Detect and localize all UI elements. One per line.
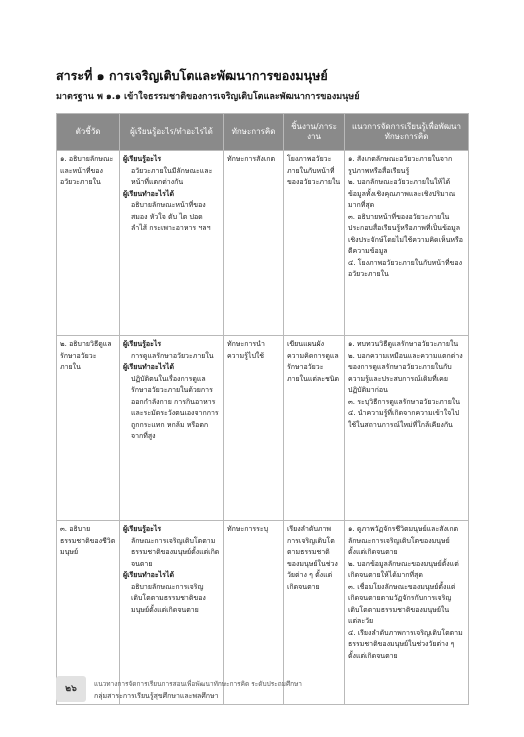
table-header-row: [57, 114, 469, 151]
activity-item: ๔. นำความรู้ที่เกิดจากความเข้าใจไปใช้ในสถานการณ์ใหม่ที่ใกล้เคียงกัน: [348, 409, 460, 429]
activity-item: ๔. โยงภาพอวัยวะภายในกับหน้าที่ของอวัยวะภายใน: [348, 258, 462, 278]
learning-cell: [120, 151, 224, 336]
header-activities: แนวการจัดการเรียนรู้เพื่อพัฒนาทักษะการคิด: [345, 114, 469, 151]
do-label: ผู้เรียนทำอะไรได้: [123, 363, 174, 371]
activities-cell: [345, 151, 469, 336]
activity-item: ๓. อธิบายหน้าที่ของอวัยวะภายในประกอบสื่อเรียนรู้หรือภาพที่เป็นข้อมูลเชิงประจักษ์โดยไม่ใช้ความคิดเห็นหรือตีความข้อมูล: [348, 212, 463, 255]
curriculum-table: [56, 113, 469, 705]
activity-item: ๑. ทบทวนวิธีดูแลรักษาอวัยวะภายใน: [348, 340, 459, 348]
task-cell: เรียงลำดับภาพการเจริญเติบโตตามธรรมชาติของมนุษย์ในช่วงวัยต่าง ๆ ตั้งแต่เกิดจนตาย: [284, 521, 345, 705]
header-thinking-skill: ทักษะการคิด: [224, 114, 284, 151]
know-text: ลักษณะการเจริญเติบโตตามธรรมชาติของมนุษย์ตั้งแต่เกิดจนตาย: [131, 536, 220, 568]
activity-item: ๒. บอกลักษณะอวัยวะภายในให้ได้ข้อมูลทั้งเชิงคุณภาพและเชิงปริมาณมากที่สุด: [348, 178, 456, 209]
do-label: ผู้เรียนทำอะไรได้: [123, 571, 174, 579]
task-cell: โยงภาพอวัยวะภายในกับหน้าที่ของอวัยวะภายใน: [284, 151, 345, 336]
indicator-cell: ๒. อธิบายวิธีดูแลรักษาอวัยวะภายใน: [57, 336, 120, 521]
standard-subtitle: มาตรฐาน พ ๑.๑ เข้าใจธรรมชาติของการเจริญเติบโตและพัฒนาการของมนุษย์: [56, 92, 360, 102]
indicator-cell: ๓. อธิบายธรรมชาติของชีวิตมนุษย์: [57, 521, 120, 705]
thinking-skill-cell: ทักษะการสังเกต: [224, 151, 284, 336]
know-text: อวัยวะภายในมีลักษณะและหน้าที่แตกต่างกัน: [131, 166, 213, 186]
thinking-skill-cell: ทักษะการนำความรู้ไปใช้: [224, 336, 284, 521]
do-text: ปฏิบัติตนในเรื่องการดูแลรักษาอวัยวะภายในด้วยการออกกำลังกาย การกินอาหาร และระมัดระวังตนเองจากการถูกกระแทก หกล้ม หรือตกจากที่สูง: [131, 374, 219, 440]
page-footer: [56, 676, 468, 702]
do-label: ผู้เรียนทำอะไรได้: [123, 189, 174, 198]
header-task: ชิ้นงาน/ภาระงาน: [284, 114, 345, 151]
do-text: อธิบายลักษณะการเจริญเติบโตตามธรรมชาติของมนุษย์ตั้งแต่เกิดจนตาย: [131, 582, 206, 614]
know-label: ผู้เรียนรู้อะไร: [123, 340, 162, 348]
table-row: [57, 151, 469, 336]
indicator-cell: ๑. อธิบายลักษณะและหน้าที่ของอวัยวะภายใน: [57, 151, 120, 336]
activity-item: ๑. ดูภาพวัฏจักรชีวิตมนุษย์และสังเกตลักษณะการเจริญเติบโตของมนุษย์ตั้งแต่เกิดจนตาย: [348, 525, 459, 556]
activity-item: ๑. สังเกตลักษณะอวัยวะภายในจากรูปภาพหรือสื่อเรียนรู้: [348, 155, 453, 175]
table-row: [57, 336, 469, 521]
activity-item: ๓. เชื่อมโยงลักษณะของมนุษย์ตั้งแต่เกิดจนตายตามวัฏจักรกับการเจริญเติบโตตามธรรมชาติของมนุษย์ในแต่ละวัย: [348, 582, 456, 625]
activities-cell: [345, 336, 469, 521]
activity-item: ๒. บอกความเหมือนและความแตกต่างของการดูแลรักษาอวัยวะภายในกับความรู้และประสบการณ์เดิมที่เคยปฏิบัติมาก่อน: [348, 351, 463, 394]
activity-item: ๒. บอกข้อมูลลักษณะของมนุษย์ตั้งแต่เกิดจนตายให้ได้มากที่สุด: [348, 559, 459, 579]
task-cell: เขียนแผนผังความคิดการดูแลรักษาอวัยวะภายในแต่ละชนิด: [284, 336, 345, 521]
thinking-skill-cell: ทักษะการระบุ: [224, 521, 284, 705]
footer-subject-group: กลุ่มสาระการเรียนรู้สุขศึกษาและพลศึกษา: [94, 692, 219, 700]
header-indicator: ตัวชี้วัด: [57, 114, 120, 151]
activity-item: ๓. ระบุวิธีการดูแลรักษาอวัยวะภายใน: [348, 397, 460, 406]
learning-cell: [120, 336, 224, 521]
know-label: ผู้เรียนรู้อะไร: [123, 155, 162, 163]
know-label: ผู้เรียนรู้อะไร: [123, 525, 162, 533]
page-number: ๒๖: [56, 676, 86, 702]
do-text: อธิบายลักษณะหน้าที่ของสมอง หัวใจ ตับ ไต ปอด ลำไส้ กระเพาะอาหาร ฯลฯ: [131, 201, 211, 232]
footer-book-title: แนวทางการจัดการเรียนการสอนเพื่อพัฒนาทักษะการคิด ระดับประถมศึกษา: [94, 680, 302, 688]
page-title: สาระที่ ๑ การเจริญเติบโตและพัฒนาการของมนุษย์: [56, 68, 328, 83]
activity-item: ๔. เรียงลำดับภาพการเจริญเติบโตตามธรรมชาติของมนุษย์ในช่วงวัยต่าง ๆ ตั้งแต่เกิดจนตาย: [348, 628, 463, 660]
know-text: การดูแลรักษาอวัยวะภายใน: [131, 351, 214, 360]
header-learning: ผู้เรียนรู้อะไร/ทำอะไรได้: [120, 114, 224, 151]
